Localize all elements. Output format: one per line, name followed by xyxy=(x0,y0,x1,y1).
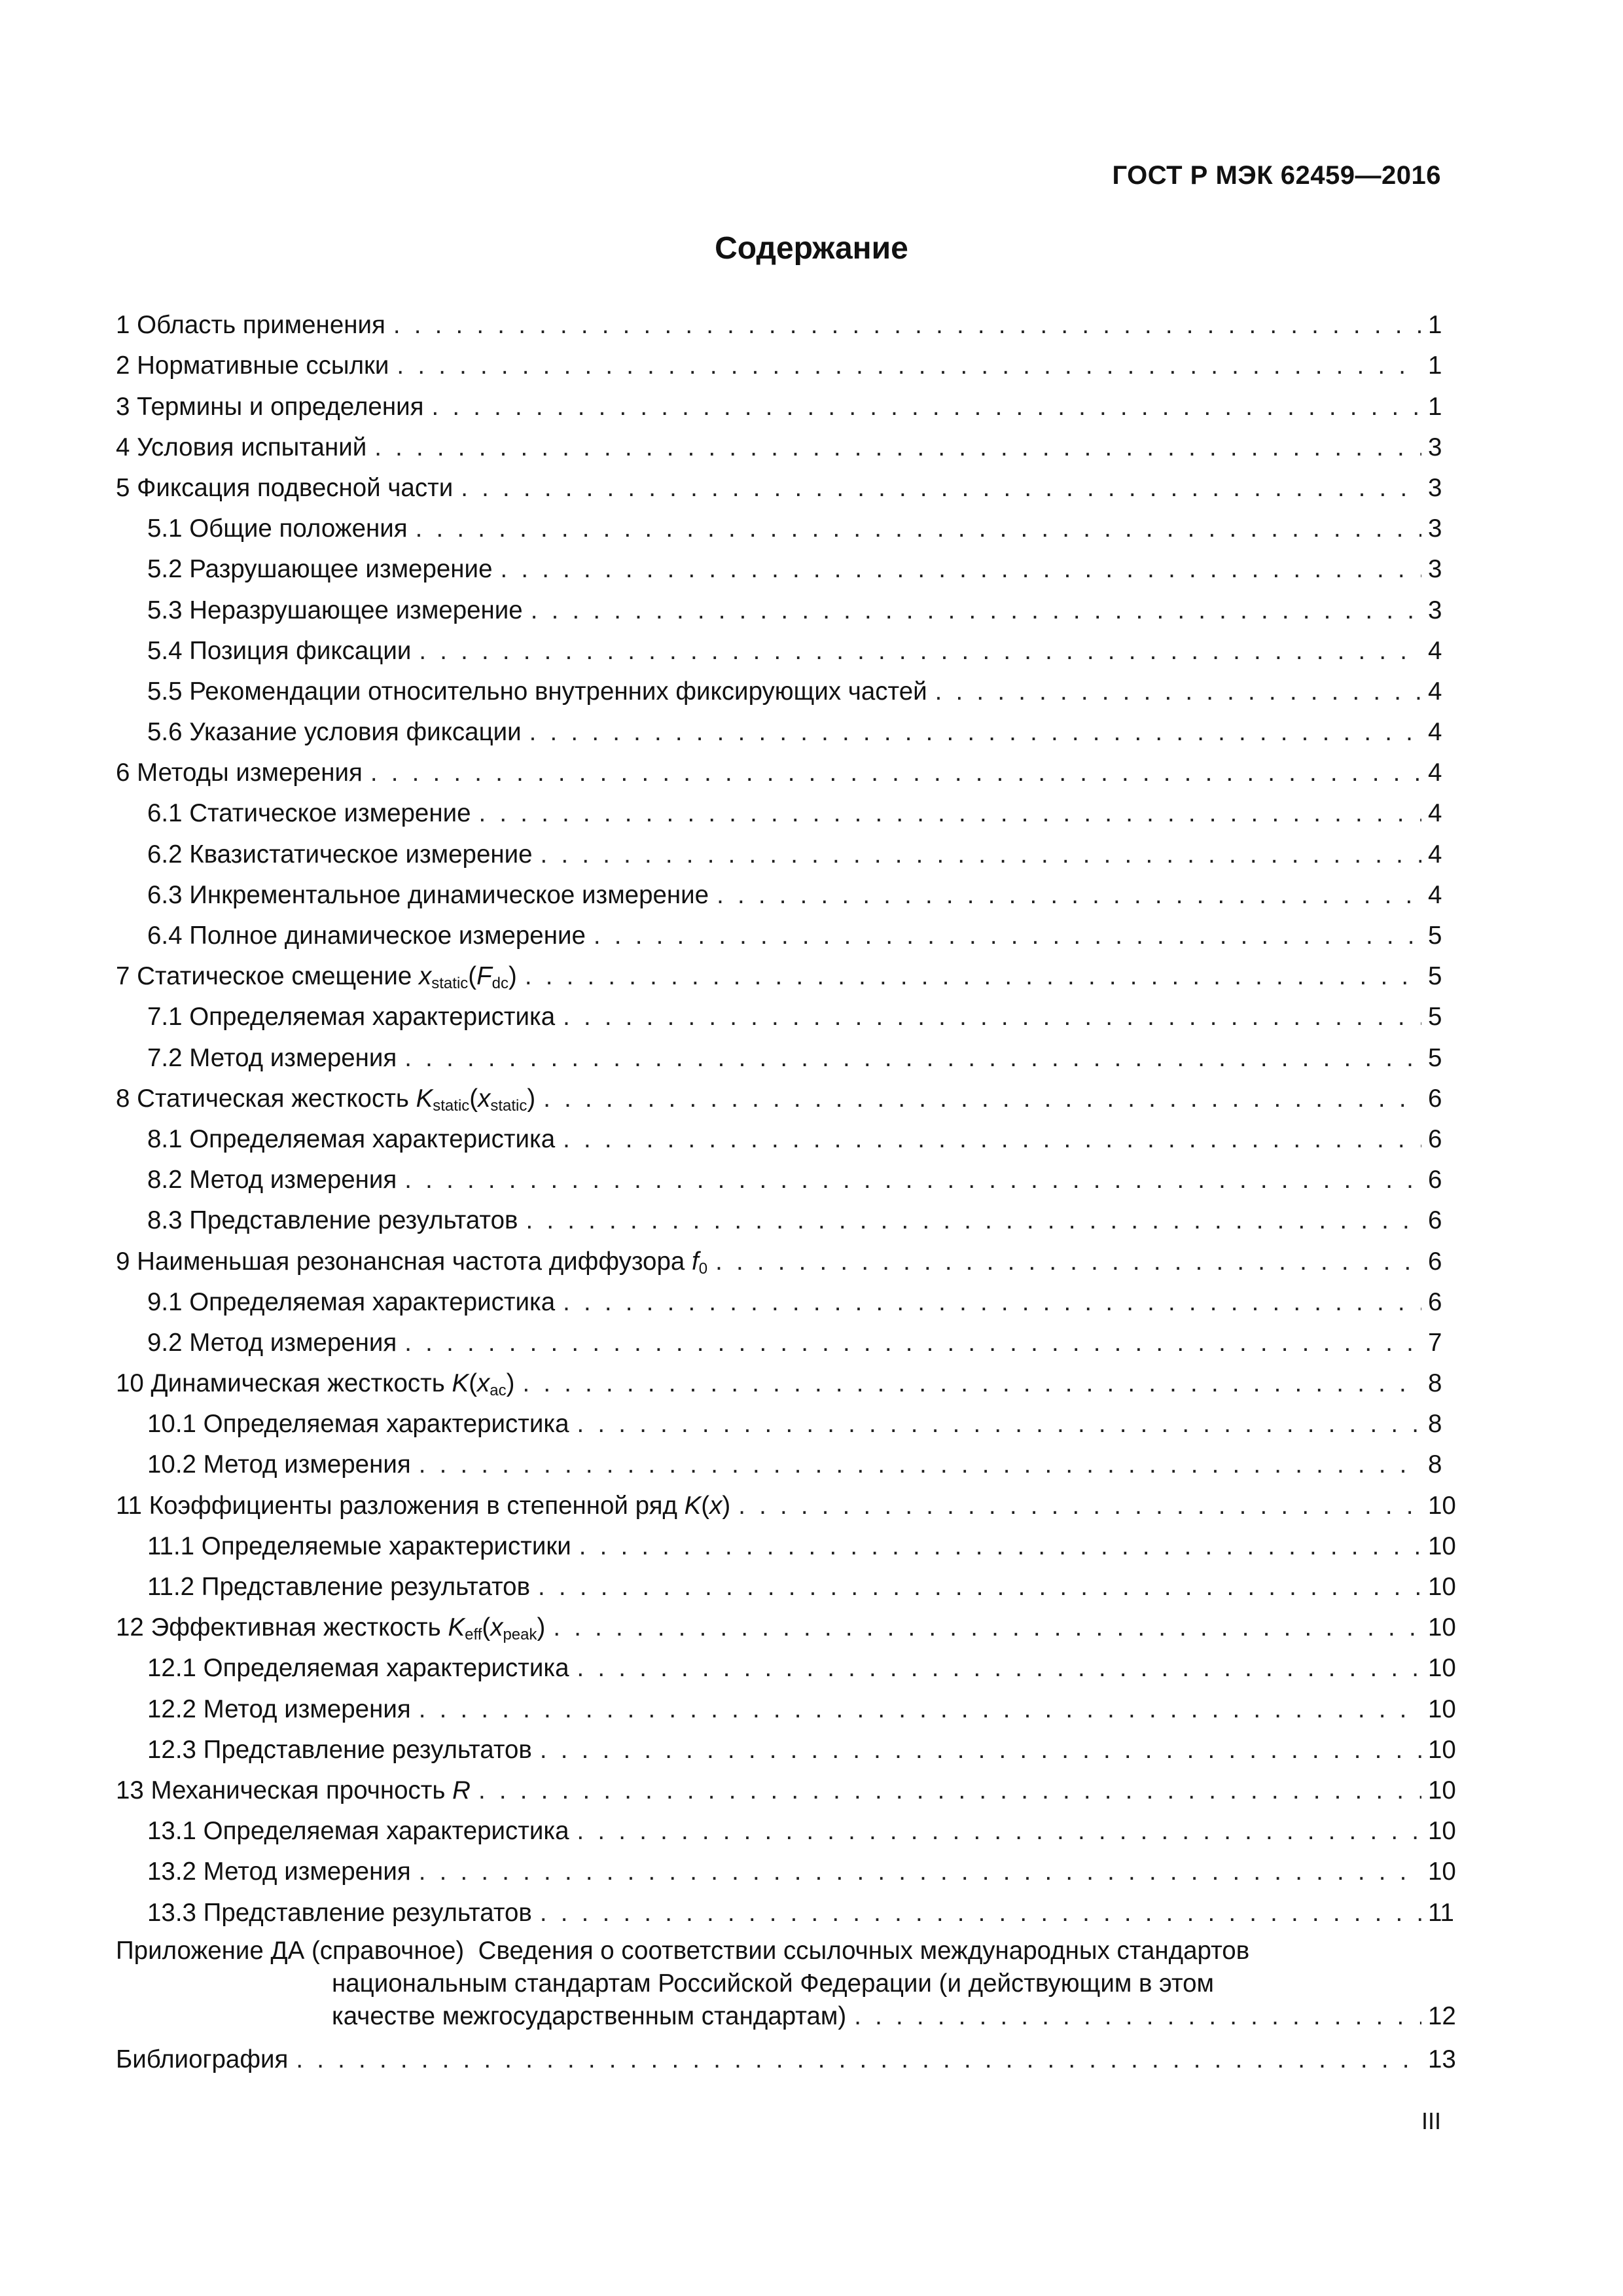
toc-page: 1 xyxy=(1428,351,1442,380)
toc-entry-bibliography[interactable] xyxy=(116,2038,1456,2079)
toc-number: 2 xyxy=(116,351,130,380)
toc-entry-7-2[interactable] xyxy=(116,1036,1441,1077)
toc-leader xyxy=(579,1532,1421,1562)
toc-entry-5-2[interactable] xyxy=(116,548,1441,588)
toc-entry-7-1[interactable] xyxy=(116,996,1441,1036)
toc-number: 5.2 xyxy=(147,555,183,584)
toc-number: 13.2 xyxy=(147,1857,196,1886)
toc-entry-6-4[interactable] xyxy=(116,914,1441,955)
toc-leader xyxy=(563,1124,1421,1155)
toc-page: 3 xyxy=(1428,473,1442,502)
page-number: III xyxy=(1421,2108,1441,2134)
toc-entry-4[interactable] xyxy=(116,426,1441,467)
toc-number: 7.2 xyxy=(147,1043,183,1072)
toc-text: Библиография xyxy=(116,2045,289,2073)
toc-page: 6 xyxy=(1428,1206,1442,1235)
toc-text: Инкрементальное динамическое измерение xyxy=(189,880,709,909)
toc-page: 8 xyxy=(1428,1410,1442,1439)
toc-text: Определяемая характеристика xyxy=(189,1003,556,1031)
toc-entry-12-3[interactable] xyxy=(116,1729,1456,1769)
toc-text: Неразрушающее измерение xyxy=(189,596,523,624)
toc-number: 8.1 xyxy=(147,1124,183,1153)
standard-code: ГОСТ Р МЭК 62459—2016 xyxy=(1112,161,1441,190)
annex-label: Приложение ДА (справочное) xyxy=(116,1936,465,1965)
toc-text: Нормативные ссылки xyxy=(137,351,389,380)
toc-page: 6 xyxy=(1428,1247,1442,1276)
toc-text: Определяемая характеристика xyxy=(189,1287,556,1316)
toc-entry-11[interactable] xyxy=(116,1484,1456,1524)
toc-entry-12-2[interactable] xyxy=(116,1687,1456,1728)
toc-page: 10 xyxy=(1428,1857,1456,1886)
toc-entry-8[interactable] xyxy=(116,1077,1441,1118)
toc-number: 5 xyxy=(116,473,130,502)
toc-number: 1 xyxy=(116,311,130,340)
toc-number: 6.3 xyxy=(147,880,183,909)
toc-text: Позиция фиксации xyxy=(189,636,412,665)
toc-page: 3 xyxy=(1428,433,1442,461)
toc-text: Метод измерения xyxy=(203,1857,411,1886)
toc-number: 5.3 xyxy=(147,596,183,624)
toc-leader xyxy=(526,1206,1421,1236)
toc-leader xyxy=(577,1409,1421,1439)
toc-number: 9.1 xyxy=(147,1287,183,1316)
toc-page: 4 xyxy=(1428,880,1442,909)
toc-entry-9-2[interactable] xyxy=(116,1321,1441,1362)
toc-page: 4 xyxy=(1428,799,1442,828)
toc-page: 10 xyxy=(1428,1654,1456,1683)
toc-number: 8.2 xyxy=(147,1166,183,1194)
toc-entry-10[interactable] xyxy=(116,1362,1441,1403)
toc-page: 3 xyxy=(1428,596,1442,624)
toc-number: 5.1 xyxy=(147,514,183,543)
toc-leader xyxy=(404,1328,1421,1358)
toc-number: 12.2 xyxy=(147,1695,196,1723)
toc-page: 4 xyxy=(1428,718,1442,747)
toc-page: 4 xyxy=(1428,840,1442,869)
toc-entry-5-3[interactable] xyxy=(116,588,1441,629)
toc-text: Статическая жесткость $K_{static}(x_{static})$ xyxy=(137,1084,536,1115)
toc-entry-1[interactable] xyxy=(116,304,1441,344)
toc-text: Динамическая жесткость $K(x_{ac})$ xyxy=(151,1369,515,1400)
toc-entry-annex[interactable] xyxy=(116,1935,1456,2033)
toc-number: 13.3 xyxy=(147,1898,196,1927)
toc-entry-13-2[interactable] xyxy=(116,1850,1456,1891)
toc-text: Определяемая характеристика xyxy=(189,1124,556,1153)
toc-text: Представление результатов xyxy=(203,1898,532,1927)
toc-number: 7 xyxy=(116,962,130,991)
toc-leader xyxy=(419,636,1421,666)
toc-entry-6-2[interactable] xyxy=(116,833,1441,873)
toc-number: 9 xyxy=(116,1247,130,1276)
toc-page: 10 xyxy=(1428,1817,1456,1846)
toc-page: 5 xyxy=(1428,1003,1442,1031)
annex-title-line2: национальным стандартам Российской Федерации (и действующим в этом xyxy=(332,1969,1215,1998)
toc-text: Рекомендации относительно внутренних фиксирующих частей xyxy=(189,677,927,706)
toc-number: 5.5 xyxy=(147,677,183,706)
toc-leader xyxy=(500,554,1421,584)
toc-entry-13-3[interactable] xyxy=(116,1891,1454,1931)
toc-leader xyxy=(715,1247,1421,1277)
toc-leader xyxy=(370,758,1421,788)
toc-entry-5[interactable] xyxy=(116,467,1441,507)
toc-entry-5-4[interactable] xyxy=(116,630,1441,670)
toc-number: 9.2 xyxy=(147,1328,183,1357)
toc-entry-6[interactable] xyxy=(116,751,1441,792)
toc-number: 10.1 xyxy=(147,1410,196,1439)
annex-title-line3: качестве межгосударственным стандартам) xyxy=(332,2001,847,2030)
toc-page: 11 xyxy=(1428,1898,1454,1927)
toc-leader xyxy=(461,473,1421,503)
toc-number: 6.1 xyxy=(147,799,183,828)
toc-leader xyxy=(531,596,1421,626)
toc-page: 4 xyxy=(1428,677,1442,706)
toc-number: 13.1 xyxy=(147,1817,196,1846)
toc-page: 3 xyxy=(1428,514,1442,543)
toc-leader xyxy=(563,1287,1421,1318)
toc-text: Метод измерения xyxy=(203,1450,411,1479)
toc-text: Метод измерения xyxy=(189,1328,397,1357)
toc-number: 11 xyxy=(116,1491,142,1520)
toc-leader xyxy=(594,921,1421,951)
toc-text: Указание условия фиксации xyxy=(189,718,522,747)
toc-text: Коэффициенты разложения в степенной ряд K(x) xyxy=(149,1491,731,1520)
toc-page: 5 xyxy=(1428,962,1442,991)
toc-leader xyxy=(935,677,1421,707)
toc-leader xyxy=(397,351,1421,381)
toc-entry-7[interactable] xyxy=(116,955,1441,996)
toc-text: Статическое измерение xyxy=(189,799,471,828)
toc-leader xyxy=(738,1491,1421,1521)
toc-text: Условия испытаний xyxy=(137,433,367,461)
toc-leader xyxy=(553,1613,1421,1643)
toc-leader xyxy=(419,1695,1421,1725)
toc-text: Определяемая характеристика xyxy=(203,1817,569,1846)
toc-leader xyxy=(577,1653,1421,1683)
toc-number: 8 xyxy=(116,1084,130,1113)
toc-text: Метод измерения xyxy=(189,1043,397,1072)
toc-number: 8.3 xyxy=(147,1206,183,1235)
toc-entry-8-3[interactable] xyxy=(116,1199,1441,1240)
toc-text: Общие положения xyxy=(189,514,408,543)
toc-text: Механическая прочность R xyxy=(151,1776,471,1804)
toc-text: Определяемая характеристика xyxy=(203,1654,569,1683)
toc-entry-6-3[interactable] xyxy=(116,874,1441,914)
toc-leader xyxy=(431,392,1421,422)
toc-entry-11-1[interactable] xyxy=(116,1525,1456,1566)
toc-page: 13 xyxy=(1428,2045,1456,2073)
toc-number: 6 xyxy=(116,759,130,787)
toc-text: Определяемая характеристика xyxy=(203,1410,569,1439)
toc-page: 5 xyxy=(1428,922,1442,950)
toc-number: 11.2 xyxy=(147,1573,195,1601)
toc-number: 13 xyxy=(116,1776,144,1804)
toc-leader xyxy=(419,1857,1421,1887)
toc-page: 12 xyxy=(1428,2001,1456,2030)
toc-text: Фиксация подвесной части xyxy=(137,473,454,502)
toc-entry-10-1[interactable] xyxy=(116,1403,1441,1443)
toc-leader xyxy=(563,1002,1421,1032)
toc-text: Разрушающее измерение xyxy=(189,555,493,584)
toc-number: 5.6 xyxy=(147,718,183,747)
toc-leader xyxy=(416,514,1421,544)
toc-page: 5 xyxy=(1428,1043,1442,1072)
toc-text: Область применения xyxy=(137,311,385,340)
toc-leader xyxy=(529,717,1421,747)
toc-page: 10 xyxy=(1428,1491,1456,1520)
toc-page: 1 xyxy=(1428,392,1442,421)
toc-number: 11.1 xyxy=(147,1532,195,1560)
toc-entry-6-1[interactable] xyxy=(116,792,1441,833)
toc-entry-10-2[interactable] xyxy=(116,1443,1441,1484)
toc-number: 12.1 xyxy=(147,1654,196,1683)
toc-text: Представление результатов xyxy=(201,1573,531,1601)
toc-number: 7.1 xyxy=(147,1003,183,1031)
toc-leader xyxy=(479,798,1421,829)
toc-entry-5-5[interactable] xyxy=(116,670,1441,711)
toc-entry-12-1[interactable] xyxy=(116,1647,1456,1687)
toc-page: 6 xyxy=(1428,1166,1442,1194)
toc-page: 6 xyxy=(1428,1124,1442,1153)
toc-leader xyxy=(717,880,1421,910)
toc-leader xyxy=(540,1735,1421,1765)
toc-page: 10 xyxy=(1428,1776,1456,1804)
toc-page: 4 xyxy=(1428,759,1442,787)
toc-entry-9[interactable] xyxy=(116,1240,1441,1280)
toc-page: 1 xyxy=(1428,311,1442,340)
table-of-contents xyxy=(116,304,1456,2079)
toc-leader xyxy=(419,1450,1421,1480)
toc-leader xyxy=(541,840,1421,870)
toc-number: 12.3 xyxy=(147,1735,196,1764)
toc-text: Метод измерения xyxy=(203,1695,411,1723)
toc-page: 6 xyxy=(1428,1287,1442,1316)
toc-leader xyxy=(577,1816,1421,1846)
toc-leader xyxy=(854,2000,1421,2033)
toc-text: Методы измерения xyxy=(137,759,363,787)
toc-number: 6.2 xyxy=(147,840,183,869)
toc-page: 7 xyxy=(1428,1328,1442,1357)
toc-page: 10 xyxy=(1428,1735,1456,1764)
toc-number: 10 xyxy=(116,1369,144,1398)
toc-page: 8 xyxy=(1428,1450,1442,1479)
annex-title-line1: Сведения о соответствии ссылочных международных стандартов xyxy=(478,1936,1250,1965)
toc-entry-13-1[interactable] xyxy=(116,1810,1456,1850)
toc-leader xyxy=(478,1776,1421,1806)
toc-text: Квазистатическое измерение xyxy=(189,840,533,869)
toc-entry-9-1[interactable] xyxy=(116,1281,1441,1321)
toc-text: Полное динамическое измерение xyxy=(189,922,586,950)
toc-leader xyxy=(404,1165,1421,1195)
toc-text: Эффективная жесткость $K_{eff}(x_{peak})$ xyxy=(151,1613,546,1644)
toc-entry-3[interactable] xyxy=(116,385,1441,425)
toc-entry-13[interactable] xyxy=(116,1769,1456,1810)
page-title: Содержание xyxy=(715,231,908,266)
toc-page: 8 xyxy=(1428,1369,1442,1398)
toc-leader xyxy=(393,310,1421,340)
toc-entry-12[interactable] xyxy=(116,1606,1456,1647)
toc-text: Представление результатов xyxy=(189,1206,518,1235)
toc-entry-5-1[interactable] xyxy=(116,507,1441,548)
toc-text: Наименьшая резонансная частота диффузора $f_0$ xyxy=(137,1247,708,1278)
toc-number: 3 xyxy=(116,392,130,421)
toc-entry-11-2[interactable] xyxy=(116,1566,1456,1606)
toc-leader xyxy=(404,1043,1421,1073)
toc-entry-8-1[interactable] xyxy=(116,1118,1441,1158)
toc-number: 6.4 xyxy=(147,922,183,950)
toc-number: 10.2 xyxy=(147,1450,196,1479)
toc-page: 10 xyxy=(1428,1573,1456,1601)
toc-leader xyxy=(540,1898,1421,1928)
toc-text: Статическое смещение $x_{static}(F_{dc})$ xyxy=(137,962,517,993)
toc-entry-8-2[interactable] xyxy=(116,1158,1441,1199)
toc-text: Метод измерения xyxy=(189,1166,397,1194)
toc-leader xyxy=(374,433,1421,463)
toc-text: Термины и определения xyxy=(137,392,424,421)
toc-leader xyxy=(543,1084,1421,1114)
toc-page: 3 xyxy=(1428,555,1442,584)
toc-entry-2[interactable] xyxy=(116,344,1441,385)
toc-page: 6 xyxy=(1428,1084,1442,1113)
toc-leader xyxy=(538,1572,1421,1602)
toc-page: 4 xyxy=(1428,636,1442,665)
toc-page: 10 xyxy=(1428,1532,1456,1560)
toc-text: Определяемые характеристики xyxy=(201,1532,571,1560)
toc-number: 12 xyxy=(116,1613,144,1642)
toc-number: 5.4 xyxy=(147,636,183,665)
toc-text: Представление результатов xyxy=(203,1735,532,1764)
toc-number: 4 xyxy=(116,433,130,461)
toc-page: 10 xyxy=(1428,1695,1456,1723)
toc-entry-5-6[interactable] xyxy=(116,711,1441,751)
toc-leader xyxy=(522,1369,1421,1399)
toc-leader xyxy=(525,961,1421,992)
toc-leader xyxy=(296,2045,1421,2075)
toc-page: 10 xyxy=(1428,1613,1456,1642)
